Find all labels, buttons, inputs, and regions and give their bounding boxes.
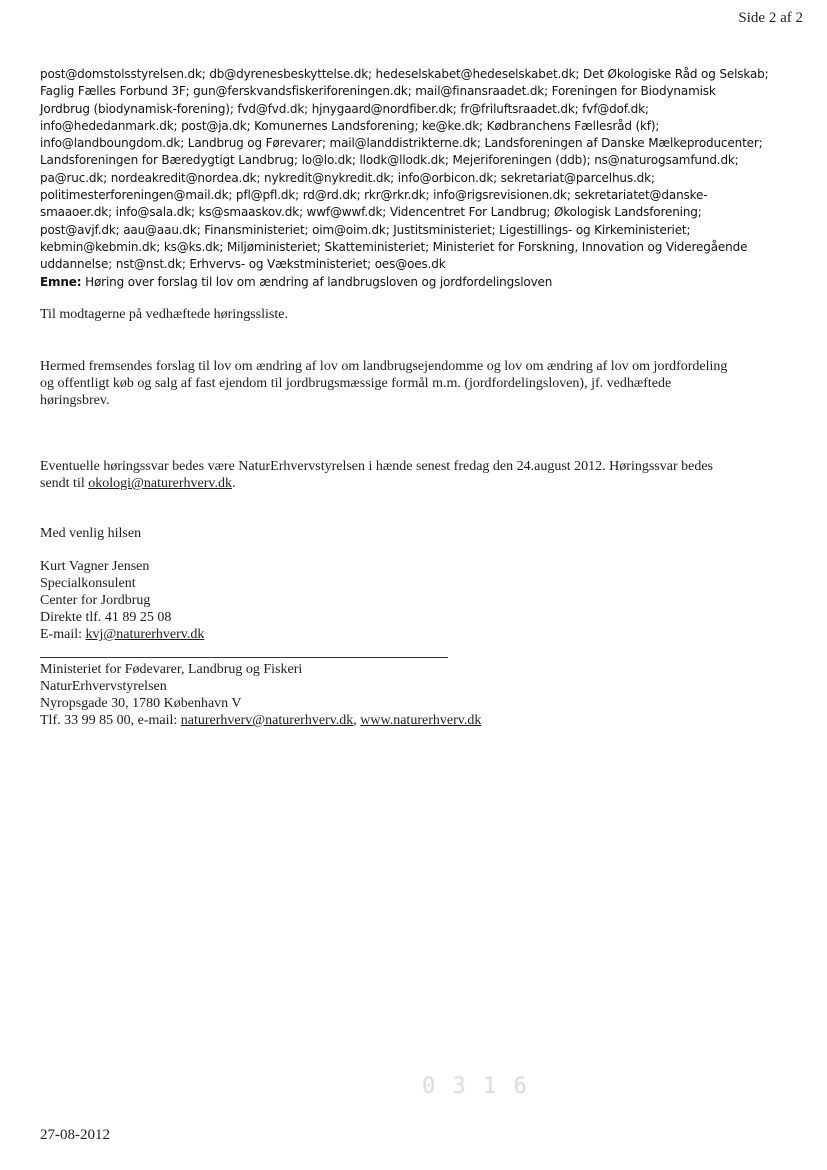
recipients-line: pa@ruc.dk; nordeakredit@nordea.dk; nykredit@nykredit.dk; info@orbicon.dk; sekretariat@parcelhus.dk;	[40, 170, 655, 185]
faded-stamp: 0 3 1 6	[422, 1074, 529, 1099]
signature-email	[40, 626, 204, 643]
subject-line	[40, 274, 808, 291]
organization-block	[40, 661, 481, 729]
recipients-line: info@hededanmark.dk; post@ja.dk; Komunernes Landsforening; ke@ke.dk; Kødbranchens Fællesråd (kf);	[40, 118, 660, 133]
recipients-list	[40, 66, 808, 291]
recipients-line: Faglig Fælles Forbund 3F; gun@ferskvandsfiskeriforeningen.dk; mail@finansraadet.dk; Foreningen for Biodynamisk	[40, 84, 716, 99]
contact-separator: ,	[353, 713, 361, 728]
okologi-email-link[interactable]: okologi@naturerhverv.dk	[88, 476, 233, 491]
recipients-line: uddannelse; nst@nst.dk; Erhvervs- og Vækstministeriet; oes@oes.dk	[40, 257, 446, 272]
paragraph-line: Hermed fremsendes forslag til lov om ændring af lov om landbrugsejendomme og lov om ændring af lov om jordfordeling	[40, 359, 728, 374]
page-number: Side 2 af 2	[738, 10, 803, 26]
agency-website-link[interactable]: www.naturerhverv.dk	[360, 713, 482, 728]
agency-contact	[40, 712, 481, 729]
recipients-line: politimesterforeningen@mail.dk; pfl@pfl.dk; rd@rd.dk; rkr@rkr.dk; info@rigsrevisionen.dk; sekretariatet@danske-	[40, 188, 708, 203]
ministry-name: Ministeriet for Fødevarer, Landbrug og Fiskeri	[40, 662, 303, 677]
greeting: Til modtagerne på vedhæftede høringssliste.	[40, 307, 288, 322]
body-paragraph-1	[40, 358, 727, 409]
paragraph-line: høringsbrev.	[40, 393, 110, 408]
contact-prefix: Tlf. 33 99 85 00, e-mail:	[40, 713, 181, 728]
signature-block	[40, 558, 204, 643]
recipients-line: info@landboungdom.dk; Landbrug og Førevarer; mail@landdistrikterne.dk; Landsforeningen af Danske Mælkeproducenter;	[40, 136, 763, 151]
paragraph-line: og offentligt køb og salg af fast ejendom til jordbrugsmæssige formål m.m. (jordfordelingsloven), jf. vedhæftede	[40, 376, 672, 391]
body-paragraph-2	[40, 458, 713, 492]
email-prefix: E-mail:	[40, 627, 86, 642]
recipients-line: post@avjf.dk; aau@aau.dk; Finansministeriet; oim@oim.dk; Justitsministeriet; Ligestillings- og Kirkeministeriet;	[40, 222, 691, 237]
agency-email-link[interactable]: naturerhverv@naturerhverv.dk	[180, 713, 354, 728]
recipients-line: Jordbrug (biodynamisk-forening); fvd@fvd.dk; hjnygaard@nordfiber.dk; fr@friluftsraadet.dk; fvf@dof.dk;	[40, 101, 649, 116]
separator-rule	[40, 657, 448, 658]
closing: Med venlig hilsen	[40, 526, 142, 541]
paragraph-line: Eventuelle høringssvar bedes være NaturErhvervstyrelsen i hænde senest fredag den 24.august 2012. Høringssvar bedes	[40, 459, 713, 474]
signature-department: Center for Jordbrug	[40, 593, 151, 608]
recipients-line: smaaoer.dk; info@sala.dk; ks@smaaskov.dk; wwf@wwf.dk; Videncentret For Landbrug; Økologisk Landsforening;	[40, 205, 702, 220]
recipients-line: kebmin@kebmin.dk; ks@ks.dk; Miljøministeriet; Skatteministeriet; Ministeriet for Forskning, Innovation og Videregående	[40, 239, 748, 254]
signature-title: Specialkonsulent	[40, 576, 136, 591]
send-to-prefix: sendt til	[40, 476, 89, 491]
agency-name: NaturErhvervstyrelsen	[40, 679, 167, 694]
paragraph-line	[40, 475, 713, 492]
recipients-line: post@domstolsstyrelsen.dk; db@dyrenesbeskyttelse.dk; hedeselskabet@hedeselskabet.dk; Det Økologiske Råd og Selskab;	[40, 67, 769, 81]
kvj-email-link[interactable]: kvj@naturerhverv.dk	[85, 627, 205, 642]
subject-label: Emne:	[40, 274, 82, 289]
subject-text: Høring over forslag til lov om ændring af landbrugsloven og jordfordelingsloven	[85, 274, 553, 289]
signature-phone: Direkte tlf. 41 89 25 08	[40, 610, 172, 625]
signature-name: Kurt Vagner Jensen	[40, 559, 150, 574]
period: .	[232, 476, 236, 491]
recipients-line: Landsforeningen for Bæredygtigt Landbrug; lo@lo.dk; llodk@llodk.dk; Mejeriforeningen (ddb); ns@naturogsamfund.dk;	[40, 153, 739, 168]
footer-date: 27-08-2012	[40, 1127, 110, 1143]
agency-address: Nyropsgade 30, 1780 København V	[40, 696, 242, 711]
